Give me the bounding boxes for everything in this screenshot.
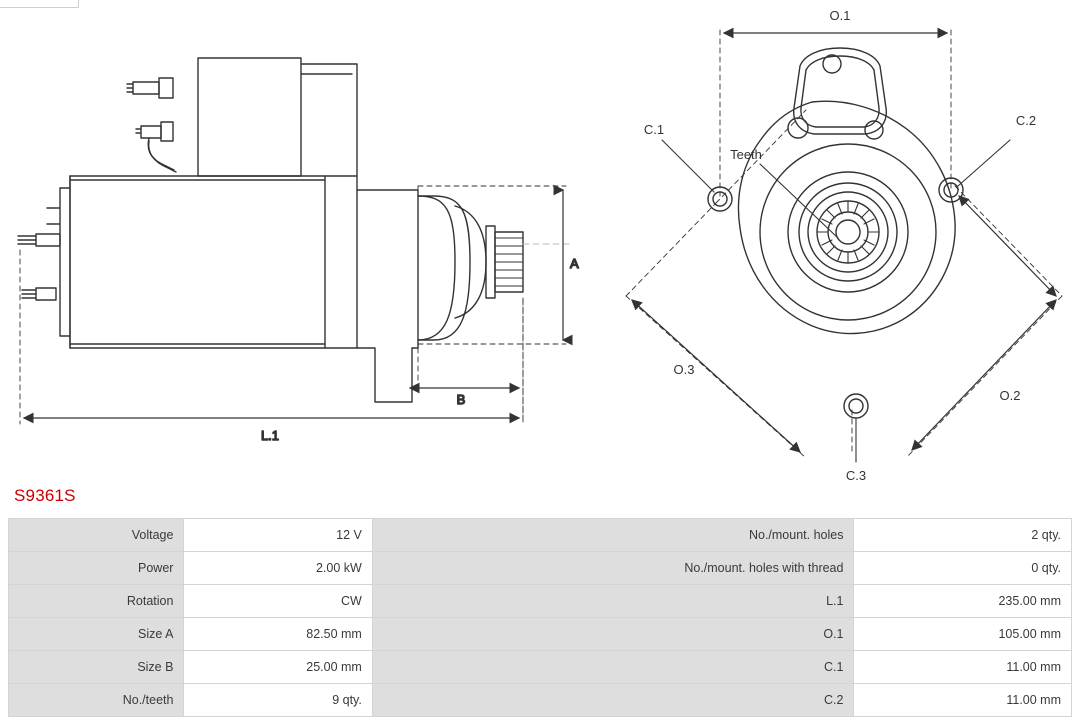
spec-value-voltage: 12 V — [184, 519, 372, 552]
dim-label-c3: C.3 — [845, 468, 867, 480]
spec-label-mount-holes-thread: No./mount. holes with thread — [372, 552, 854, 585]
spec-value-l1: 235.00 mm — [854, 585, 1072, 618]
dim-label-l1: L.1 — [260, 428, 280, 443]
part-number: S9361S — [14, 486, 76, 505]
dim-label-o2: O.2 — [999, 388, 1021, 403]
spec-label-c2: C.2 — [372, 684, 854, 717]
spec-value-power: 2.00 kW — [184, 552, 372, 585]
spec-label-c1: C.1 — [372, 651, 854, 684]
table-row — [9, 519, 1072, 552]
dim-label-c1: C.1 — [643, 122, 665, 137]
spec-label-voltage: Voltage — [9, 519, 184, 552]
spec-label-l1: L.1 — [372, 585, 854, 618]
spec-label-rotation: Rotation — [9, 585, 184, 618]
table-row — [9, 618, 1072, 651]
table-row — [9, 651, 1072, 684]
dim-label-b: B — [456, 392, 466, 407]
spec-value-c2: 11.00 mm — [854, 684, 1072, 717]
dim-label-o1: O.1 — [829, 8, 851, 23]
dim-label-c2: C.2 — [1015, 113, 1037, 128]
spec-value-mount-holes-thread: 0 qty. — [854, 552, 1072, 585]
table-row — [9, 585, 1072, 618]
spec-value-rotation: CW — [184, 585, 372, 618]
spec-label-size-a: Size A — [9, 618, 184, 651]
spec-value-o1: 105.00 mm — [854, 618, 1072, 651]
table-row — [9, 552, 1072, 585]
spec-label-mount-holes: No./mount. holes — [372, 519, 854, 552]
starter-front-view — [708, 48, 963, 418]
spec-label-o1: O.1 — [372, 618, 854, 651]
table-row — [9, 684, 1072, 717]
spec-value-teeth: 9 qty. — [184, 684, 372, 717]
spec-value-c1: 11.00 mm — [854, 651, 1072, 684]
spec-label-teeth: No./teeth — [9, 684, 184, 717]
spec-value-size-b: 25.00 mm — [184, 651, 372, 684]
spec-value-mount-holes: 2 qty. — [854, 519, 1072, 552]
specifications-table — [8, 518, 1072, 717]
dim-label-a: A — [570, 256, 579, 271]
dim-label-teeth: Teeth — [730, 147, 762, 162]
spec-value-size-a: 82.50 mm — [184, 618, 372, 651]
dim-label-o3: O.3 — [673, 362, 695, 377]
spec-label-power: Power — [9, 552, 184, 585]
starter-side-view — [18, 58, 570, 402]
spec-label-size-b: Size B — [9, 651, 184, 684]
